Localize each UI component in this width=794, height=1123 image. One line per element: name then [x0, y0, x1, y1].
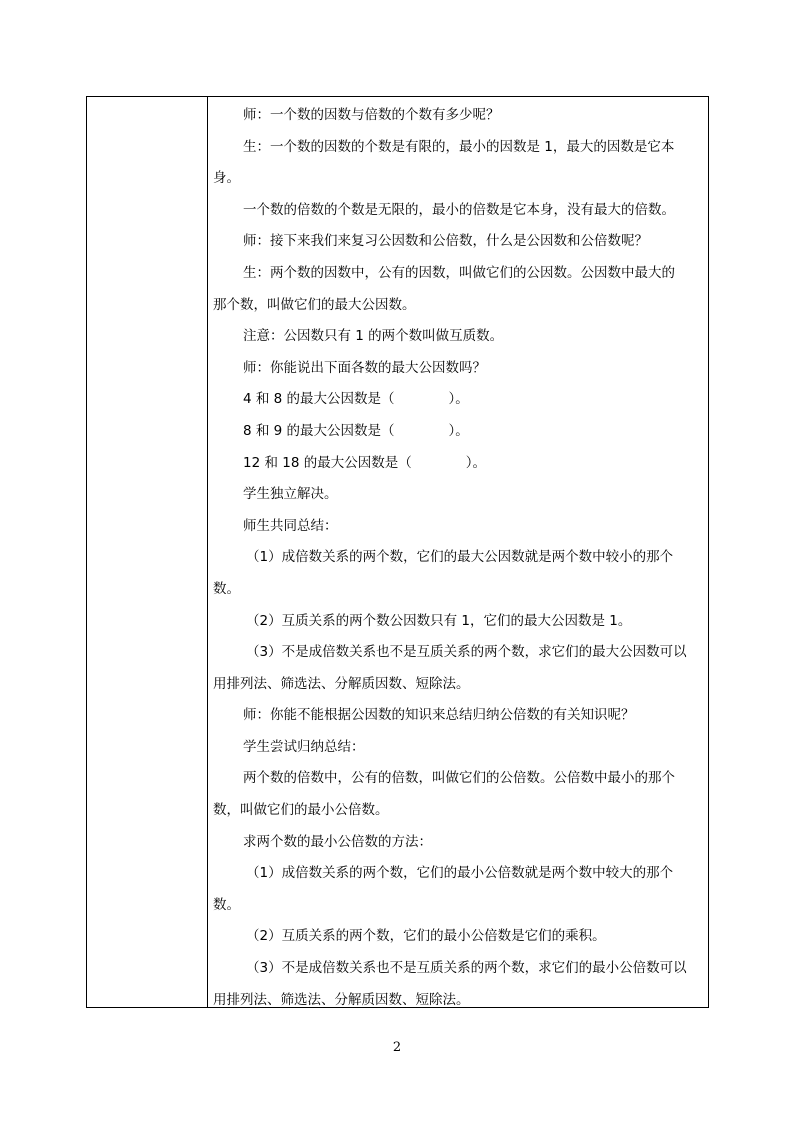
text-line: （3）不是成倍数关系也不是互质关系的两个数，求它们的最小公倍数可以	[246, 960, 687, 977]
text-line: 那个数，叫做它们的最大公因数。	[213, 296, 416, 313]
text-line: 师生共同总结：	[243, 517, 338, 534]
left-column-cell	[87, 97, 208, 1007]
text-line: 8 和 9 的最大公因数是（ ）。	[243, 422, 469, 439]
text-line: 学生独立解决。	[243, 486, 338, 503]
text-line: 师：你能说出下面各数的最大公因数吗？	[243, 359, 486, 376]
text-line: 生：两个数的因数中，公有的因数，叫做它们的公因数。公因数中最大的	[243, 264, 675, 281]
text-line: （2）互质关系的两个数公因数只有 1，它们的最大公因数是 1。	[246, 612, 632, 629]
text-line: 数，叫做它们的最小公倍数。	[213, 802, 389, 819]
text-line: （1）成倍数关系的两个数，它们的最小公倍数就是两个数中较大的那个	[246, 865, 674, 882]
text-line: 师：一个数的因数与倍数的个数有多少呢？	[243, 107, 500, 123]
lesson-table	[86, 96, 709, 1008]
text-line: 生：一个数的因数的个数是有限的，最小的因数是 1，最大的因数是它本	[243, 138, 675, 155]
text-line: 师：你能不能根据公因数的知识来总结归纳公倍数的有关知识呢？	[243, 707, 635, 724]
text-line: 注意：公因数只有 1 的两个数叫做互质数。	[243, 328, 504, 345]
text-line: 数。	[213, 580, 240, 597]
text-line: 4 和 8 的最大公因数是（ ）。	[243, 391, 469, 408]
content-cell	[208, 97, 708, 1007]
text-line: 一个数的倍数的个数是无限的，最小的倍数是它本身，没有最大的倍数。	[243, 201, 675, 218]
text-line: （1）成倍数关系的两个数，它们的最大公因数就是两个数中较小的那个	[246, 549, 674, 566]
text-line: 12 和 18 的最大公因数是（ ）。	[243, 454, 486, 471]
text-line: 身。	[213, 170, 240, 187]
text-line: （3）不是成倍数关系也不是互质关系的两个数，求它们的最大公因数可以	[246, 644, 687, 661]
text-line: 用排列法、筛选法、分解质因数、短除法。	[213, 991, 470, 1008]
text-line: 学生尝试归纳总结：	[243, 738, 365, 755]
text-line: 两个数的倍数中，公有的倍数，叫做它们的公倍数。公倍数中最小的那个	[243, 770, 675, 787]
text-line: 师：接下来我们来复习公因数和公倍数，什么是公因数和公倍数呢？	[243, 233, 648, 250]
text-line: 用排列法、筛选法、分解质因数、短除法。	[213, 675, 470, 692]
text-line: 数。	[213, 896, 240, 913]
text-line: 求两个数的最小公倍数的方法：	[243, 833, 432, 850]
text-line: （2）互质关系的两个数，它们的最小公倍数是它们的乘积。	[246, 928, 606, 945]
page-number: 2	[392, 1040, 402, 1055]
